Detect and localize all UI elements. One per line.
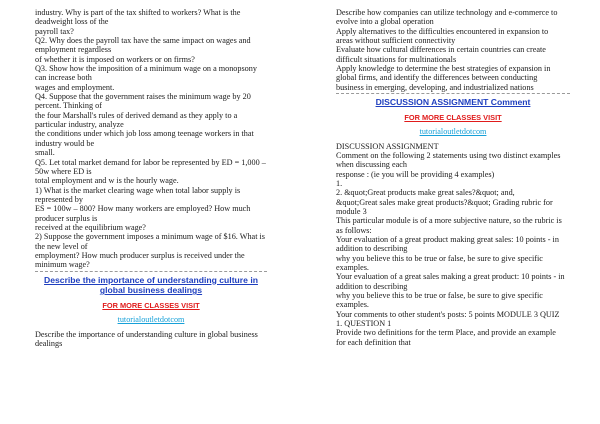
text-line: ES = 100w – 800? How many workers are employed? How much	[35, 204, 251, 214]
text-line: difficult situations for multinationals	[336, 54, 457, 64]
text-line: 1. QUESTION 1	[336, 319, 392, 329]
left-section-heading[interactable]	[35, 275, 267, 296]
text-line: employment regardless	[35, 45, 112, 55]
text-line: examples.	[336, 300, 369, 310]
right-body-bottom	[336, 142, 570, 348]
text-line: Provide two definitions for the term Place, and provide an example	[336, 328, 556, 338]
text-line: the new level of	[35, 241, 88, 251]
text-line: why you believe this to be true or false, be sure to give specific	[336, 253, 543, 263]
text-line: Q2. Why does the payroll tax have the same impact on wages and	[35, 36, 251, 46]
tutorial-outlet-link[interactable]: tutorialoutletdotcom	[419, 126, 487, 136]
text-line: minimum wage?	[35, 260, 90, 270]
text-line: Apply knowledge to determine the best strategies of expansion in	[336, 64, 551, 74]
text-line: Q3. Show how the imposition of a minimum wage on a monopsony	[35, 64, 257, 74]
text-line: employment? How much producer surplus is received under the	[35, 250, 245, 260]
promo-text: FOR MORE CLASSES VISIT	[102, 300, 200, 310]
text-line: Q4. Suppose that the government raises the minimum wage by 20	[35, 92, 251, 102]
text-line: Evaluate how cultural differences in certain countries can create	[336, 45, 546, 55]
text-line: module 3	[336, 207, 367, 216]
text-line: can increase both	[35, 73, 92, 83]
text-line: when discussing each	[336, 160, 407, 170]
heading-line: Describe the importance of understanding culture in	[44, 274, 258, 285]
text-line: wages and employment.	[35, 82, 115, 92]
text-line: &quot;Great sales make great products?&quot; Grading rubric for	[336, 197, 553, 207]
text-line: deadweight loss of the	[35, 17, 109, 27]
text-line: Your comments to other student's posts: 5 points MODULE 3 QUIZ	[336, 309, 560, 319]
text-line: the conditions under which job loss among teenage workers in that	[35, 129, 254, 139]
text-line: received at the equilibrium wage?	[35, 222, 146, 232]
text-line: 1) What is the market clearing wage when total labor supply is	[35, 185, 241, 195]
text-line: DISCUSSION ASSIGNMENT	[336, 141, 439, 151]
text-line: business in emerging, developing, and industrialized nations	[336, 82, 534, 92]
discussion-assignment-heading[interactable]: DISCUSSION ASSIGNMENT Comment	[375, 97, 531, 108]
section-divider	[336, 93, 570, 94]
text-line: Describe the importance of understanding culture in global business	[35, 329, 258, 339]
text-line: payroll tax?	[35, 26, 74, 36]
text-line: This particular module is of a more subjective nature, so the rubric is	[336, 216, 562, 226]
text-line: addition to describing	[336, 281, 408, 291]
text-line: as follows:	[336, 225, 372, 235]
text-line: the four Marshall's rules of derived demand as they apply to a	[35, 110, 238, 120]
left-body-top	[35, 8, 267, 270]
text-line: global firms, and identify the differences between conducting	[336, 73, 538, 83]
section-divider	[35, 271, 267, 272]
text-line: evolve into a global operation	[336, 17, 434, 27]
text-line: Your evaluation of a great sales making a great product: 10 points - in	[336, 272, 565, 282]
text-line: dealings	[35, 338, 63, 348]
text-line: of whether it is imposed on workers or on firms?	[35, 54, 195, 64]
text-line: industry would be	[35, 138, 95, 148]
text-line: Q5. Let total market demand for labor be represented by ED = 1,000 –	[35, 157, 266, 167]
text-line: examples.	[336, 263, 369, 273]
text-line: Your evaluation of a great product making great sales: 10 points - in	[336, 235, 559, 245]
text-line: 2) Suppose the government imposes a minimum wage of $16. What is	[35, 232, 265, 242]
tutorial-outlet-link[interactable]: tutorialoutletdotcom	[117, 314, 185, 324]
text-line: addition to describing	[336, 244, 408, 254]
text-line: Apply alternatives to the difficulties encountered in expansion to	[336, 26, 549, 36]
text-line: 1.	[336, 178, 343, 188]
promo-text: FOR MORE CLASSES VISIT	[404, 112, 502, 122]
text-line: small.	[35, 148, 55, 158]
heading-line: global business dealings	[99, 285, 203, 296]
right-body-top	[336, 8, 570, 92]
text-line: 2. &quot;Great products make great sales?&quot; and,	[336, 188, 515, 198]
text-line: represented by	[35, 194, 83, 204]
text-line: producer surplus is	[35, 213, 98, 223]
text-line: total employment and w is the hourly wage.	[35, 176, 179, 186]
text-line: for each definition that	[336, 337, 411, 347]
text-line: 50w where ED is	[35, 166, 92, 176]
right-column	[336, 8, 570, 347]
text-line: Comment on the following 2 statements using two distinct examples	[336, 150, 561, 160]
text-line: Describe how companies can utilize technology and e-commerce to	[336, 8, 558, 17]
text-line: areas without sufficient connectivity	[336, 36, 456, 46]
text-line: response : (ie you will be providing 4 examples)	[336, 169, 495, 179]
left-column	[35, 8, 267, 348]
text-line: why you believe this to be true or false, be sure to give specific	[336, 291, 543, 301]
text-line: industry. Why is part of the tax shifted to workers? What is the	[35, 8, 241, 17]
text-line: percent. Thinking of	[35, 101, 102, 111]
left-body-bottom	[35, 330, 267, 349]
text-line: particular industry, analyze	[35, 120, 124, 130]
